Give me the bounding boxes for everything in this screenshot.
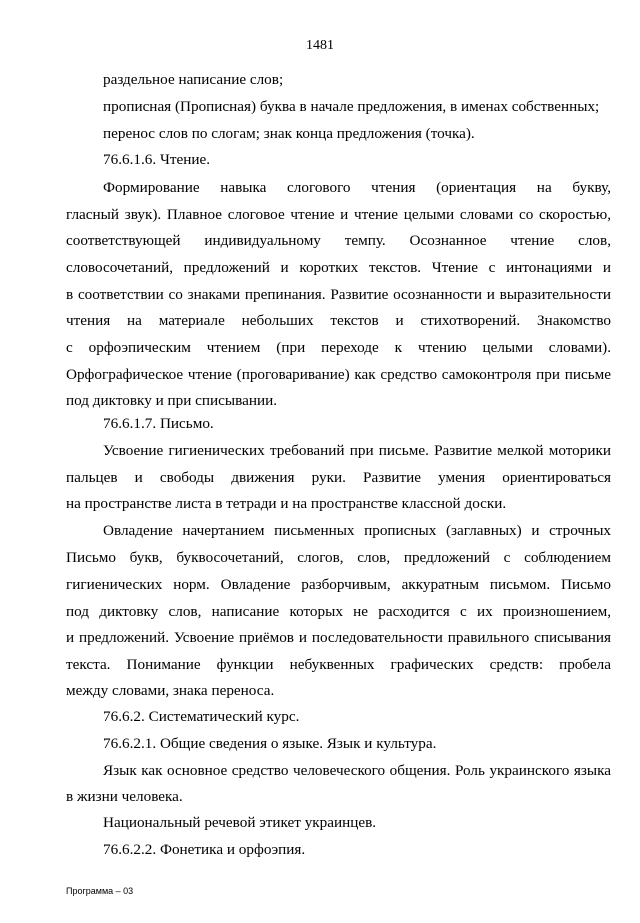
section-heading: 76.6.2.1. Общие сведения о языке. Язык и культура. — [103, 735, 437, 752]
text-line: Овладение начертанием письменных прописных (заглавных) и строчных — [103, 522, 611, 539]
text-line: с орфоэпическим чтением (при переходе к чтению целыми словами). — [66, 339, 611, 356]
text-line: в жизни человека. — [66, 788, 183, 805]
text-line: раздельное написание слов; — [103, 71, 284, 88]
text-line: между словами, знака переноса. — [66, 682, 275, 699]
text-line: Орфографическое чтение (проговаривание) как средство самоконтроля при письме — [66, 366, 611, 383]
text-line: гласный звук). Плавное слоговое чтение и чтение целыми словами со скоростью, — [66, 206, 611, 223]
section-heading: 76.6.1.6. Чтение. — [103, 151, 210, 168]
page-footer: Программа – 03 — [66, 886, 134, 896]
text-line: в соответствии со знаками препинания. Развитие осознанности и выразительности — [66, 286, 611, 303]
page-number: 1481 — [306, 38, 334, 53]
text-line: текста. Понимание функции небуквенных графических средств: пробела — [66, 656, 611, 673]
text-line: гигиенических норм. Овладение разборчивым, аккуратным письмом. Письмо — [66, 576, 611, 593]
text-line: пальцев и свободы движения руки. Развитие умения ориентироваться — [66, 469, 611, 486]
text-line: Усвоение гигиенических требований при письме. Развитие мелкой моторики — [103, 442, 611, 459]
text-line: перенос слов по слогам; знак конца предложения (точка). — [103, 125, 475, 142]
text-line: прописная (Прописная) буква в начале предложения, в именах собственных; — [103, 98, 600, 115]
text-line: словосочетаний, предложений и коротких текстов. Чтение с интонациями и — [66, 259, 611, 276]
text-line: Язык как основное средство человеческого общения. Роль украинского языка — [103, 762, 611, 779]
text-line: соответствующей индивидуальному темпу. Осознанное чтение слов, — [66, 232, 611, 249]
text-line: Формирование навыка слогового чтения (ориентация на букву, — [103, 179, 611, 196]
text-line: Письмо букв, буквосочетаний, слогов, слов, предложений с соблюдением — [66, 549, 611, 566]
text-line: и предложений. Усвоение приёмов и последовательности правильного списывания — [66, 629, 611, 646]
text-line: на пространстве листа в тетради и на пространстве классной доски. — [66, 495, 507, 512]
section-heading: 76.6.1.7. Письмо. — [103, 415, 214, 432]
section-heading: 76.6.2.2. Фонетика и орфоэпия. — [103, 841, 306, 858]
section-heading: 76.6.2. Систематический курс. — [103, 708, 300, 725]
text-line: под диктовку слов, написание которых не расходится с их произношением, — [66, 603, 611, 620]
text-line: под диктовку и при списывании. — [66, 392, 277, 409]
text-line: Национальный речевой этикет украинцев. — [103, 814, 377, 831]
text-line: чтения на материале небольших текстов и стихотворений. Знакомство — [66, 312, 611, 329]
